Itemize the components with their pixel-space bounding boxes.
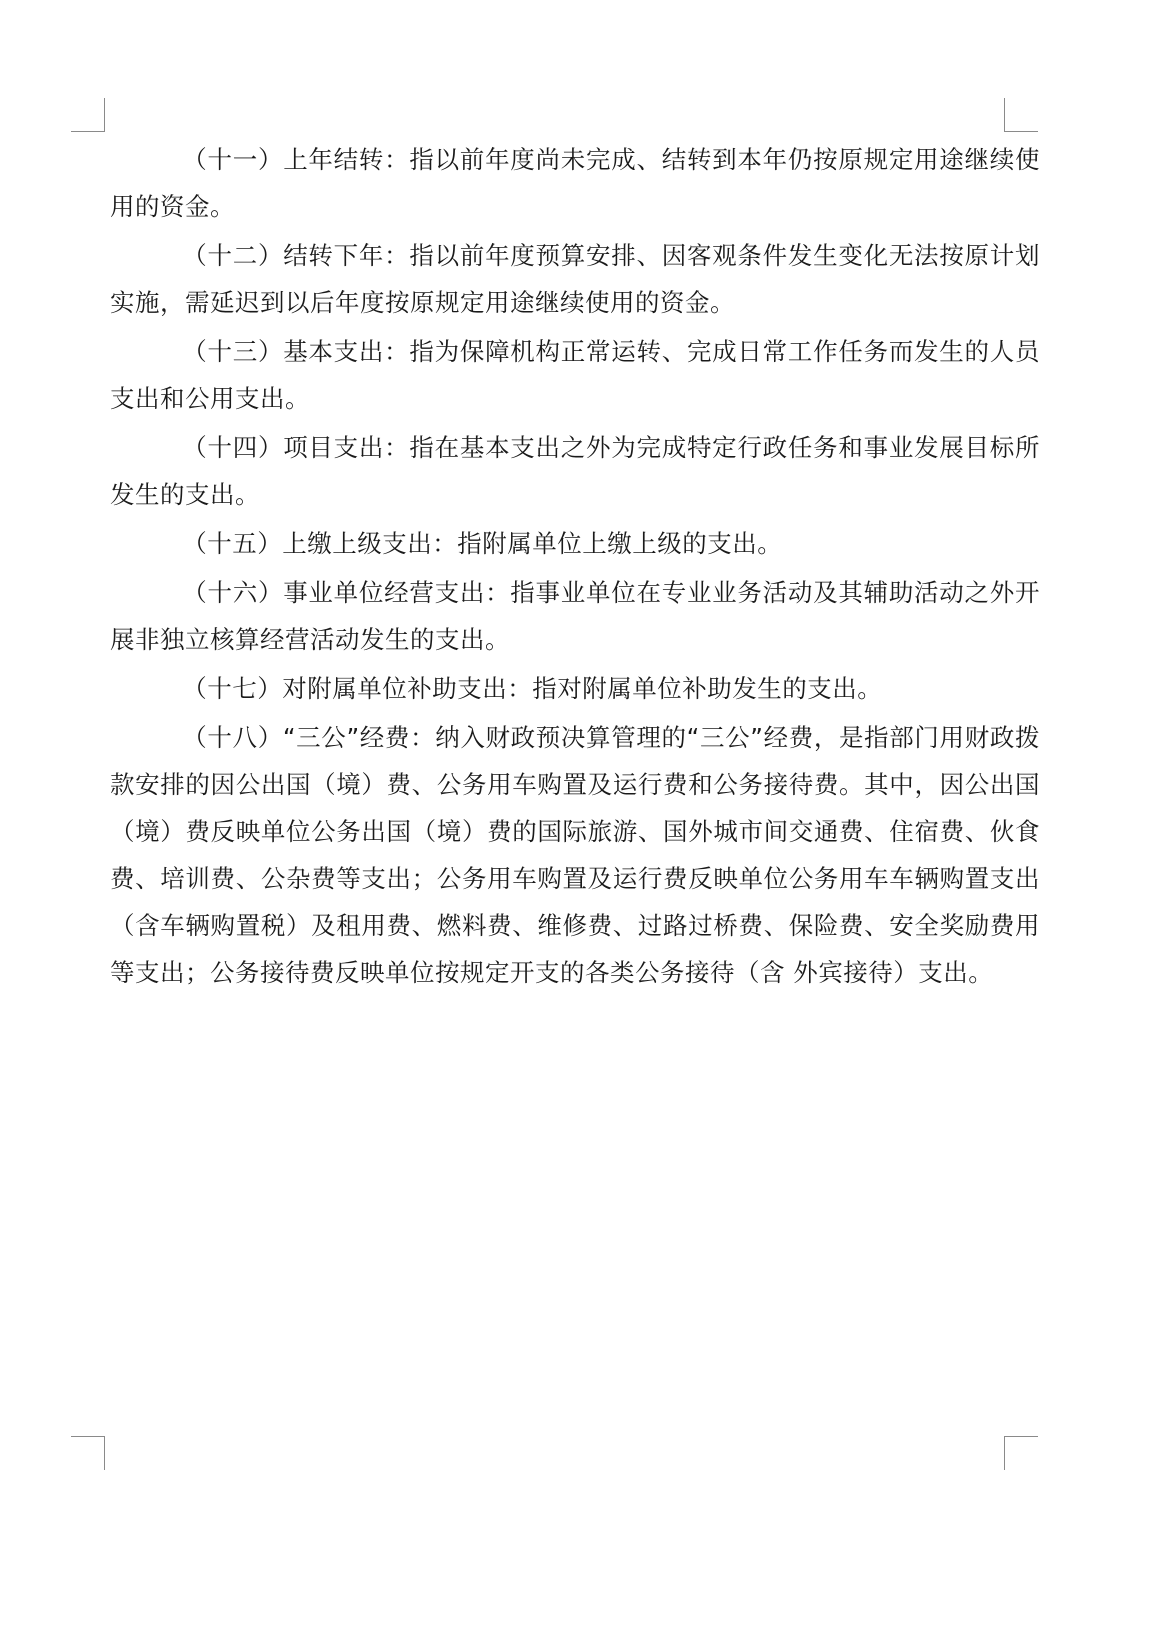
- paragraph-prior-year-carryover: （十一）上年结转：指以前年度尚未完成、结转到本年仍按原规定用途继续使用的资金。: [110, 145, 1040, 221]
- crop-mark-top-left-vertical: [104, 98, 105, 132]
- crop-mark-top-right-vertical: [1004, 98, 1005, 132]
- document-body: [110, 136, 1040, 998]
- crop-mark-top-right-horizontal: [1004, 131, 1038, 132]
- crop-mark-bottom-right-horizontal: [1004, 1436, 1038, 1437]
- crop-mark-bottom-left-horizontal: [71, 1436, 105, 1437]
- paragraph-business-operation-expenditure: （十六）事业单位经营支出：指事业单位在专业业务活动及其辅助活动之外开展非独立核算经营活动发生的支出。: [110, 578, 1040, 654]
- crop-mark-top-left-horizontal: [71, 131, 105, 132]
- paragraph-carryover-next-year: （十二）结转下年：指以前年度预算安排、因客观条件发生变化无法按原计划实施，需延迟到以后年度按原规定用途继续使用的资金。: [110, 241, 1040, 317]
- crop-mark-bottom-right-vertical: [1004, 1436, 1005, 1470]
- paragraph-payment-to-superior: （十五）上缴上级支出：指附属单位上缴上级的支出。: [182, 529, 783, 558]
- paragraph-project-expenditure: （十四）项目支出：指在基本支出之外为完成特定行政任务和事业发展目标所发生的支出。: [110, 433, 1040, 509]
- paragraph-subsidy-to-affiliates: （十七）对附属单位补助支出：指对附属单位补助发生的支出。: [182, 674, 883, 703]
- paragraph-basic-expenditure: （十三）基本支出：指为保障机构正常运转、完成日常工作任务而发生的人员支出和公用支出。: [110, 337, 1040, 413]
- crop-mark-bottom-left-vertical: [104, 1436, 105, 1470]
- paragraph-three-public-expenses: （十八）“三公”经费：纳入财政预决算管理的“三公”经费，是指部门用财政拨款安排的因公出国（境）费、公务用车购置及运行费和公务接待费。其中，因公出国（境）费反映单位公务出国（境）费的国际旅游、国外城市间交通费、住宿费、伙食费、培训费、公杂费等支出；公务用车购置及运行费反映单位公务用车车辆购置支出（含车辆购置税）及租用费、燃料费、维修费、过路过桥费、保险费、安全奖励费用等支出；公务接待费反映单位按规定开支的各类公务接待（含 外宾接待）支出。: [110, 723, 1040, 987]
